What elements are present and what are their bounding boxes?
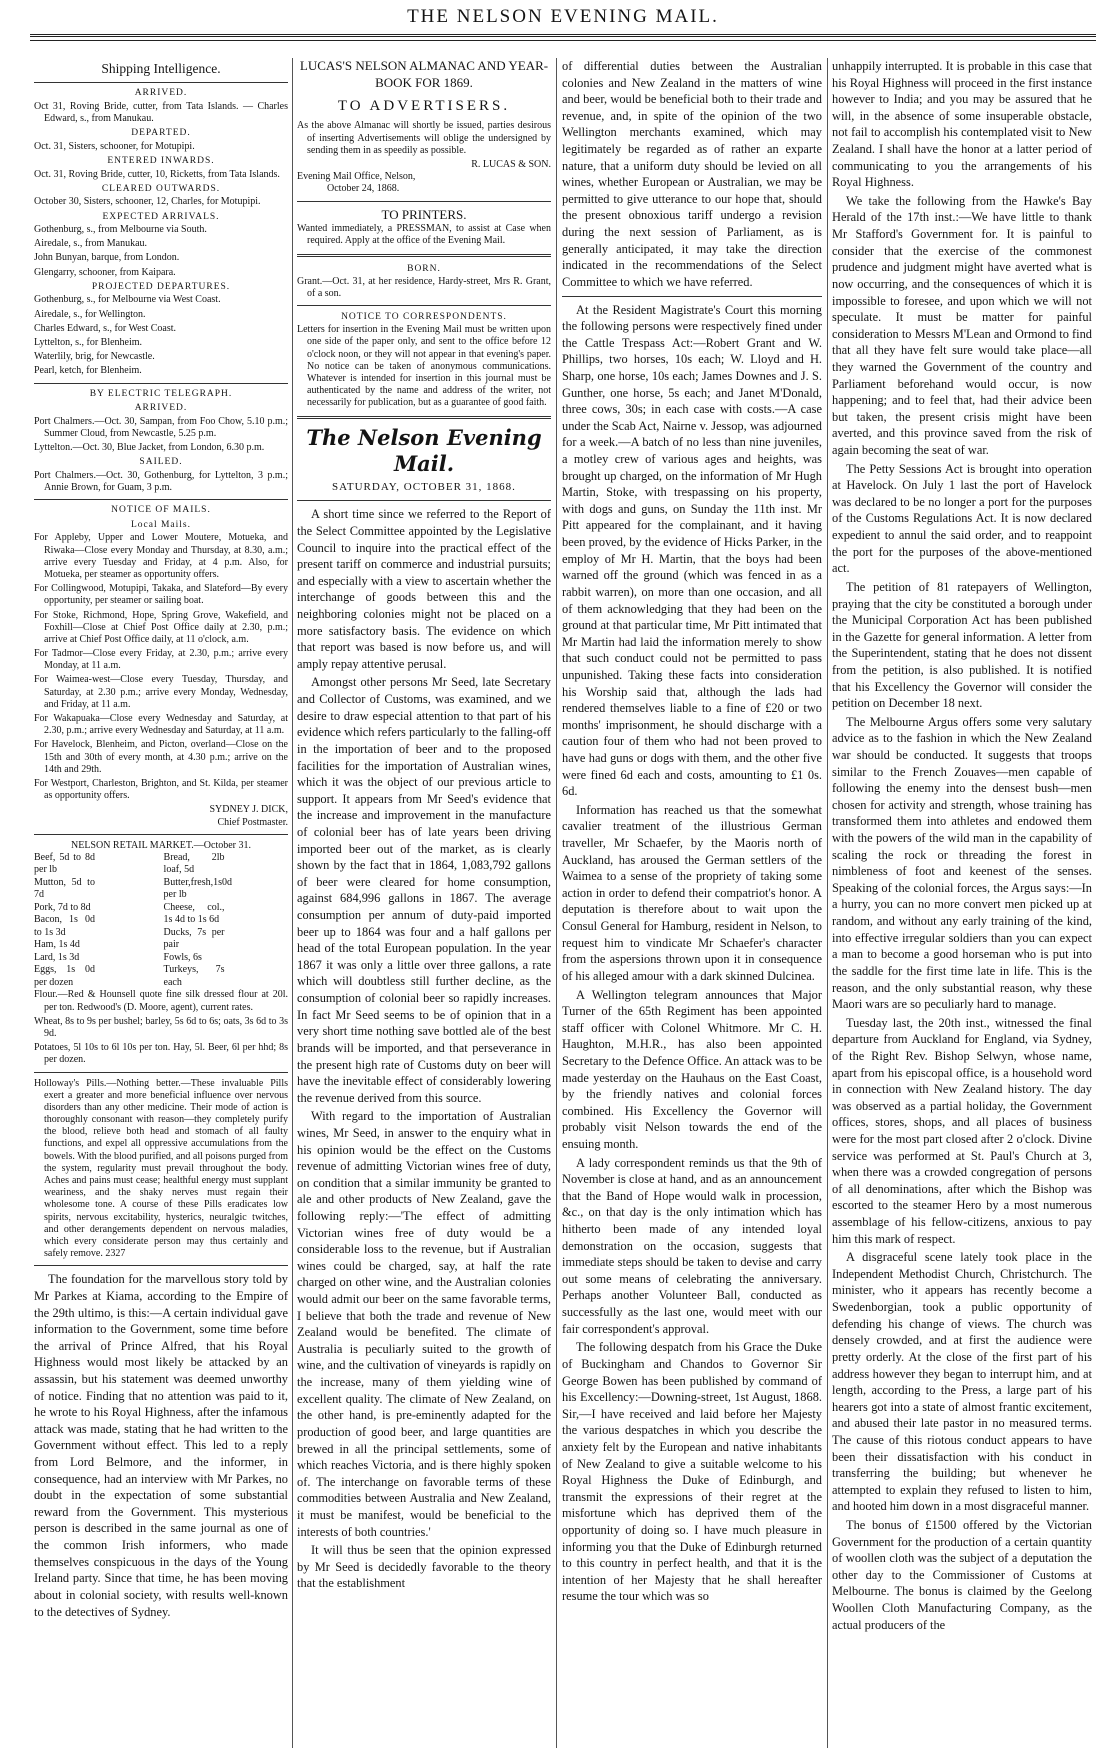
holloway-advert: Holloway's Pills.—Nothing better.—These invaluable Pills exert a greater and more beneficial influence over nervous disorders than any other medicine. Their mode of action is thoroughly consonant with reason—they completely purify the blood, relieve both head and stomach of all faulty functions, and expel all oppressive accumulations from the bowels. With the blood purified, and all poisons purged from the system, regularity must prevail throughout the body. Aches and pains must cease; healthful energy must supplant weariness, and the shaky nerves must regain their wholesome tone. A course of these Pills eradicates low spirits, nervous excitability, hysterics, neuralgic twitches, and other derangements dependent on nervous maladies, which every considerate person may thus certainly and safely remove. 2327	[34, 1077, 288, 1260]
list-item: For Havelock, Blenheim, and Picton, overland—Close on the 15th and 30th of every month, at 4.30 p.m.; arrive on the 14th and 29th.	[34, 739, 288, 775]
paragraph: The bonus of £1500 offered by the Victorian Government for the production of a certain quantity of woollen cloth was the subject of a deputation the other day to the Commissioner of Customs at Melbourne. The bonus is claimed by the Geelong Woollen Cloth Manufacturing Company, as the actual producers of the	[832, 1518, 1092, 1632]
column-divider	[827, 58, 828, 1748]
paragraph: The Petty Sessions Act is brought into operation at Havelock. On July 1 last the port of Havelock was declared to be no longer a port for the purposes of the Customs Regulations Act. It is now declared expedient to annul the said order, and to reappoint the port for the purposes of the above-mentioned act.	[832, 461, 1092, 576]
list-item: Glengarry, schooner, from Kaipara.	[34, 266, 176, 278]
top-rule	[30, 34, 1096, 37]
correspondents-body: Letters for insertion in the Evening Mail must be written upon one side of the paper only, and sent to the office before 12 o'clock noon, or they will not appear in that evening's paper. No notice can be taken of anonymous communications. Whatever is intended for insertion in this journal must be authenticated by the name and address of the writer, not necessarily for publication, but as a guarantee of good faith.	[297, 324, 551, 409]
table-row: Beef, 5d to 8d per lb	[34, 851, 95, 876]
table-row: Butter,fresh,1s0d per lb	[163, 876, 233, 901]
telegraph-arrived-text: Port Chalmers.—Oct. 30, Sampan, from Foo Chow, 5.10 p.m.; Summer Cloud, from Newcastle, 5.25 p.m.	[34, 415, 288, 439]
advertisers-heading: TO ADVERTISERS.	[337, 98, 511, 115]
column-divider	[556, 58, 557, 1748]
mails-title: NOTICE OF MAILS.	[111, 505, 211, 516]
telegraph-sailed-text: Port Chalmers.—Oct. 30, Gothenburg, for Lyttelton, 3 p.m.; Annie Brown, for Guam, 3 p.m.	[34, 469, 288, 494]
table-row: Eggs, 1s 0d per dozen	[34, 964, 95, 988]
mails-section	[34, 505, 288, 828]
paragraph: unhappily interrupted. It is probable in this case that his Royal Highness will proceed in the first instance however to India; and you may be assured that he will, in the absence of some insuperable obstacle, not fail to accomplish his contemplated visit to New Zealand. I shall have the honor at a latter period of communicating to you the arrangements of his Royal Highness.	[832, 59, 1092, 190]
mails-signature-title: Chief Postmaster.	[217, 816, 288, 828]
entered-heading: ENTERED INWARDS.	[107, 155, 215, 166]
column-2	[297, 58, 551, 1748]
expected-heading: EXPECTED ARRIVALS.	[102, 211, 220, 222]
column-3	[562, 58, 822, 1748]
paragraph: A lady correspondent reminds us that the 9th of November is close at hand, and as an announcement that the Band of Hope would walk in procession, &c., on that day is the only intimation which has hitherto been made of any intended loyal demonstration on the occasion, suggests that immediate steps should be taken to devise and carry out some means of celebrating the anniversary. Perhaps another Volunteer Ball, conducted as successfully as the last one, would meet with our fair correspondent's approval.	[562, 1155, 822, 1336]
list-item: Gothenburg, s., for Melbourne via West Coast.	[34, 294, 221, 306]
list-item: Airedale, s., from Manukau.	[34, 238, 148, 250]
paragraph: of differential duties between the Australian colonies and New Zealand in the matters of wine and beer, would be beneficial both to their trade and revenue, and, in spite of the opinion of the two Wellington merchants examined, which may legitimately be regarded as of rather an exparte nature, that a uniform duty should be levied on all wines, whether European or Australian, we may be permitted to give utterance to our hope that, should the present obnoxious tariff undergo a revision during the next session of Parliament, as is generally anticipated, it may take the direction indicated in the recommendations of the Select Committee to which we have referred.	[562, 59, 822, 289]
list-item: For Westport, Charleston, Brighton, and St. Kilda, per steamer as opportunity offers.	[34, 777, 288, 802]
paragraph: The petition of 81 ratepayers of Wellington, praying that the city be constituted a borough under the Municipal Corporation Act has been published in the Gazette for general information. A letter from the Superintendent, stating that he does not dissent from the petition, is also published. It is notified that his Excellency the Governor will consider the petition on December 18 next.	[832, 579, 1092, 711]
table-row: Ham, 1s 4d	[34, 939, 80, 951]
list-item: For Wakapuaka—Close every Wednesday and Saturday, at 2.30, p.m.; arrive every Wednesday and Saturday, at 11 a.m.	[34, 713, 288, 737]
date-line: SATURDAY, OCTOBER 31, 1868.	[332, 481, 516, 494]
list-item: Lyttelton, s., for Blenheim.	[34, 336, 143, 348]
editorial	[297, 506, 551, 1592]
list-item: John Bunyan, barque, from London.	[34, 252, 180, 264]
almanac-body: As the above Almanac will shortly be issued, parties desirous of inserting Advertisements will oblige the undersigned by sending them in as speedily as possible.	[297, 120, 551, 156]
paragraph: Information has reached us that the somewhat cavalier treatment of the illustrious German traveller, Mr Schaefer, by the Maoris north of Auckland, has aroused the German settlers of the Waimea to a sense of the propriety of taking some action in order to defend their compatriot's honor. A deputation is therefore about to wait upon the Consul General for Hamburg, resident in Nelson, to request him to vindicate Mr Schaefer's character from the aspersions thrown upon it in consequence of his alleged amour with a dark skinned Dulcinea.	[562, 802, 822, 983]
list-item: For Stoke, Richmond, Hope, Spring Grove, Wakefield, and Foxhill—Close at Chief Post Office daily at 2.30, p.m.; arrive at Chief Post Office daily, at 11 o'clock, a.m.	[34, 609, 288, 645]
paragraph: The Melbourne Argus offers some very salutary advice as to the fashion in which the New Zealand war should be conducted. It suggests that troops similar to the French Zouaves—men capable of following the enemy into the densest bush—men chosen for activity and strength, whose training has transformed them into athletes and endowed them with the powers of the wild man in the capability of scaling the rock or threading the forest in nimbleness of foot and keenest of the senses. Speaking of the colonial forces, the Argus says:—In a hurry, you can no more convert men picked up at random, and without any early training of the kind, into effective irregular soldiers than you can expect a man to become a good horseman who is put into the saddle for the first time late in life. This is the reason, and the only substantial reason, why these Maori wars are so peculiarly hard to manage.	[832, 714, 1092, 1012]
printers-body: Wanted immediately, a PRESSMAN, to assist at Case when required. Apply at the office of the Evening Mail.	[297, 223, 551, 247]
paragraph: Amongst other persons Mr Seed, late Secretary and Collector of Customs, was examined, and we desire to draw especial attention to that part of his evidence which refers particularly to the falling-off in the importation of beer and to the proposed facilities for the importation of Australian wines, which it was the object of our previous article to support. It appears from Mr Seed's evidence that the increase and improvement in the manufacture of colonial beer has of late years been driving imported beer out of the market, as is clearly shown by the fact that in 1864, 1,083,792 gallons of beer were cleared for home consumption, against 684,996 gallons in 1867. The average consumption per annum of duty-paid imported beer up to 1864 was four and a half gallons per head of the total European population. In the year 1867 it was only a little over three gallons, a rate which will doubtless still further decline, as the consumption of colonial beer so rapidly increases. In fact Mr Seed seems to be of opinion that in a very short time nothing save bottled ale of the best brands will be imported, and that perseverance in the present high rate of Customs duty on beer will have the inevitable effect of considerably lowering the revenue derived from this source.	[297, 675, 551, 1105]
mails-subtitle: Local Mails.	[130, 519, 191, 530]
list-item: Waterlily, brig, for Newcastle.	[34, 351, 155, 363]
printers-title: TO PRINTERS.	[381, 206, 467, 222]
almanac-title: LUCAS'S NELSON ALMANAC AND YEAR-BOOK FOR 1869.	[299, 58, 549, 90]
market-flour: Flour.—Red & Hounsell quote fine silk dressed flour at 20l. per ton. Redwood's (D. Moore, agent), current rates.	[34, 989, 288, 1013]
list-item: Pearl, ketch, for Blenheim.	[34, 365, 142, 377]
list-item: Charles Edward, s., for West Coast.	[34, 322, 177, 334]
table-row: Mutton, 5d to 7d	[34, 876, 95, 901]
table-row: Bread, 2lb loaf, 5d	[163, 851, 225, 876]
telegraph-arrived-heading: ARRIVED.	[134, 403, 188, 414]
market-title: NELSON RETAIL MARKET.—October 31.	[70, 839, 251, 851]
correspondents-title: NOTICE TO CORRESPONDENTS.	[341, 312, 507, 323]
paragraph: At the Resident Magistrate's Court this morning the following persons were respectively fined under the Cattle Trespass Act:—Robert Grant and W. Phillips, two horses, 10s each; W. Lloyd and H. Sharp, one horse, 10s each; James Downes and J. S. Gunther, one horse, 5s each; and Janet M'Donald, three cows, 30s; in each case with costs.—A case under the Scab Act, Nairne v. Jessop, was adjourned for a week.—A batch of no less than nine juveniles, a motley crew of various ages and heights, was brought up charged, on the information of Mr Hugh Martin, Stoke, with trespassing on his property, with dogs and guns, on Sunday the 11th inst. Mr Pitt appeared for the complainant, and it having been proved, by the evidence of Hicks Parker, in the employ of Mr H. Martin, that the boys had been warned off the ground (which was fenced in as a rabbit warren), on more than one occasion, and all of them acknowledging that they had been on the ground at that particular time, Mr Pitt intimated that Mr Martin had laid the information merely to show that such conduct could not be permitted to pass unpunished. Taking these facts into consideration his Worship said that, although the lads had rendered themselves liable to a fine of £20 or two months' imprisonment, he should discharge with a caution four of them who had not been proved to have had guns or dogs with them, and the other five were fined 6d each and costs, amounting to £1 0s. 6d.	[562, 302, 822, 799]
paragraph: A disgraceful scene lately took place in the Independent Methodist Church, Christchurch. The minister, who it appears has recently become a Swedenborgian, took a public opportunity of defending his change of views. The church was densely crowded, and at first the audience were pretty orderly. At the close of the first part of his address however they began to interrupt him, and at length, according to the Press, a large part of his hearers got into a state of almost frantic excitement, and abused their late pastor in no measured terms. The cause of this riotous conduct appears to have been their dissatisfaction with his conduct in transferring the building; but whenever he attempted to explain they refused to listen to him, and hooted him down in a most disgraceful manner.	[832, 1250, 1092, 1514]
list-item: For Collingwood, Motupipi, Takaka, and Slateford—By every opportunity, per steamer or sailing boat.	[34, 583, 288, 607]
table-row: Pork, 7d to 8d	[34, 901, 91, 913]
list-item: Gothenburg, s., from Melbourne via South.	[34, 224, 207, 236]
paragraph: It will thus be seen that the opinion expressed by Mr Seed is decidedly favorable to the theory that the establishment	[297, 1543, 551, 1591]
telegraph-arrived-text-2: Lyttelton.—Oct. 30, Blue Jacket, from London, 6.30 p.m.	[34, 442, 265, 454]
table-row: Ducks, 7s per pair	[163, 926, 225, 951]
born-body: Grant.—Oct. 31, at her residence, Hardy-street, Mrs R. Grant, of a son.	[297, 275, 551, 299]
almanac-office: Evening Mail Office, Nelson,	[297, 171, 416, 183]
table-row: Turkeys, 7s each	[163, 964, 225, 988]
almanac-signature: R. LUCAS & SON.	[471, 159, 551, 170]
market-potatoes: Potatoes, 5l 10s to 6l 10s per ton. Hay, 5l. Beer, 6l per hhd; 8s per dozen.	[34, 1042, 288, 1066]
telegraph-heading: BY ELECTRIC TELEGRAPH.	[89, 388, 233, 399]
list-item: For Appleby, Upper and Lower Moutere, Motueka, and Riwaka—Close every Monday and Thursday, at 8.30, a.m.; arrive every Tuesday and Friday, at 4 p.m. Also, for Motueka, per steamer as opportunity offers.	[34, 532, 288, 580]
table-row: Bacon, 1s 0d to 1s 3d	[34, 914, 95, 938]
departed-heading: DEPARTED.	[131, 128, 191, 139]
projected-heading: PROJECTED DEPARTURES.	[91, 281, 231, 292]
paragraph: We take the following from the Hawke's Bay Herald of the 17th inst.:—We have little to thank Mr Stafford's Government for. It is painful to consider that the exercise of the commonest prudence and judgment might have averted what is now occurring, and the consequences of which it is impossible to foresee, and upon which we will not speculate. It must be matter for painful consideration to Messrs M'Lean and Ormond to find that all they have felt sure would take place—all they warned the Government of the country and Parliament beforehand would occur, is now happening; and to feel that, had their advice been but taken, the present crisis might have been averted, and this province saved from the risk of again becoming the seat of war.	[832, 193, 1092, 458]
cleared-text: October 30, Sisters, schooner, 12, Charles, for Motupipi.	[34, 196, 261, 208]
shipping-section	[34, 88, 288, 494]
market-wheat: Wheat, 8s to 9s per bushel; barley, 5s 6d to 6s; oats, 3s 6d to 3s 9d.	[34, 1015, 288, 1039]
paragraph: A Wellington telegram announces that Major Turner of the 65th Regiment has been appointed staff officer with Colonel Whitmore. Mr C. H. Haughton, M.H.R., has also been appointed Secretary to the Defence Office. An attack was to be made yesterday on the Hauhaus on the East Coast, by the friendly natives and colonial forces combined. His Excellency the Governor will probably visit Nelson towards the end of the ensuing month.	[562, 987, 822, 1151]
paragraph: A short time since we referred to the Report of the Select Committee appointed by the Legislative Council to inquire into the practical effect of the present tariff on commerce and industrial pursuits; and especially with a view to ascertain whether the interchange of goods between this and the neighboring colonies might not be placed on a more satisfactory basis. The evidence on which that report was based is now before us, and will amply repay attentive perusal.	[297, 507, 551, 671]
article-parkes: The foundation for the marvellous story told by Mr Parkes at Kiama, according to the Empire of the 29th ultimo, is this:—A certain individual gave information to the Government, some time before the arrival of Prince Alfred, that his Royal Highness would most likely be attacked by an assassin, but his statement was deemed unworthy of notice. Finding that no attention was paid to it, he wrote to his Royal Highness, after the infamous attack was made, stating that he had written to the Government without effect. This led to a reply from Lord Belmore, and the informer, in consequence, had an interview with Mr Parkes, no doubt in the expectation of some substantial reward from the Government. This mysterious person is described in the same journal as one of the common Irish informers, who made themselves conspicuous in the days of the Young Ireland party. Since that time, he has been moving about in colonial society, with results well-known to the detectives of Sydney.	[34, 1272, 288, 1619]
column-4	[832, 58, 1092, 1748]
almanac-date: October 24, 1868.	[327, 183, 400, 195]
table-row: Fowls, 6s	[163, 951, 202, 963]
paragraph: Tuesday last, the 20th inst., witnessed the final departure from Auckland for England, via Sydney, of the Right Rev. Bishop Selwyn, whose name, apart from his episcopal office, is a household word in connection with New Zealand history. The day was observed as a partial holiday, the Government offices, stores, shops, and all places of business were for the most part closed after 2 o'clock. Divine service was performed at St. Paul's Church at 3, when there was a crowded congregation of persons of all denominations, after which the Bishop was escorted to the steamer Hero by a most numerous assemblage of his fellow-citizens, anxious to pay him this mark of respect.	[832, 1015, 1092, 1246]
telegraph-sailed-heading: SAILED.	[139, 457, 183, 468]
top-rule-thin	[30, 40, 1096, 41]
column-divider	[292, 58, 293, 1748]
departed-text: Oct. 31, Sisters, schooner, for Motupipi.	[34, 140, 195, 152]
paragraph: The following despatch from his Grace the Duke of Buckingham and Chandos to Governor Sir George Bowen has been published by command of his Excellency:—Downing-street, 1st August, 1868. Sir,—I have received and laid before her Majesty the various despatches in which you describe the anxiety felt by the European and native inhabitants of New Zealand to give a suitable welcome to his Royal Highness the Duke of Edinburgh, and transmit the expressions of their regret at the misfortune which has deprived them of the opportunity of doing so. I have much pleasure in informing you that the Duke of Edinburgh returned to this country in perfect health, and that it is the intention of her Majesty that he shall hereafter resume the tour which was so	[562, 1340, 822, 1604]
list-item: Airedale, s., for Wellington.	[34, 308, 146, 320]
arrived-text: Oct 31, Roving Bride, cutter, from Tata Islands. — Charles Edward, s., from Manukau.	[34, 100, 288, 125]
born-title: BORN.	[407, 263, 441, 274]
masthead: THE NELSON EVENING MAIL.	[407, 6, 719, 27]
list-item: For Waimea-west—Close every Tuesday, Thursday, and Saturday, at 2.30 p.m.; arrive every Monday, Wednesday, and Friday, at 11 a.m.	[34, 674, 288, 710]
shipping-title: Shipping Intelligence.	[101, 61, 221, 76]
entered-text: Oct. 31, Roving Bride, cutter, 10, Ricketts, from Tata Islands.	[34, 168, 280, 180]
paragraph: With regard to the importation of Australian wines, Mr Seed, in answer to the enquiry what in his opinion would be the effect on the Customs revenue of admitting Victorian wines free of duty, on condition that a similar immunity be granted to ale and other products of New Zealand, gave the following reply:—'The effect of admitting Victorian wines free of duty would be a considerable loss to the revenue, but if Australian wines could be charged, say, at half the rate charged on other wine, and the Australian colonies would admit our beer on the same favorable terms, I believe that both the trade and revenue of New Zealand would be benefited. The climate of Australia is peculiarly suited to the growth of wine, and the cultivation of vineyards is rapidly on the increase, many of them yielding wine of excellent quality. The climate of New Zealand, on the other hand, is pre-eminently adapted for the production of good beer, and large quantities are brewed in all the principal settlements, some of which reaches Victoria, and is there highly spoken of. The interchange on favorable terms of these commodities between Australia and New Zealand, it must be manifest, would be beneficial to the interests of both countries.'	[297, 1109, 551, 1539]
market-section	[34, 840, 288, 1067]
mails-signature: SYDNEY J. DICK,	[209, 804, 288, 816]
list-item: For Tadmor—Close every Friday, at 2.30, p.m.; arrive every Monday, at 11 a.m.	[34, 648, 288, 672]
table-row: Cheese, col., 1s 4d to 1s 6d	[163, 901, 225, 926]
arrived-heading: ARRIVED.	[134, 88, 188, 99]
nameplate: The Nelson Evening Mail.	[306, 424, 542, 477]
column-1	[34, 58, 288, 1748]
cleared-heading: CLEARED OUTWARDS.	[101, 183, 221, 194]
table-row: Lard, 1s 3d	[34, 951, 80, 963]
